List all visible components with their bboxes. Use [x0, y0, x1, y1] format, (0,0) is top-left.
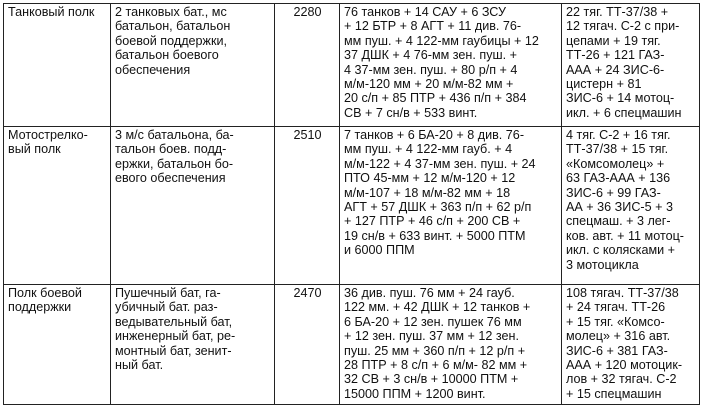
units-table	[3, 3, 700, 405]
unit-cell: Полк боевой поддержки	[4, 285, 111, 405]
weapons-cell: 36 див. пуш. 76 мм + 24 гауб. 122 мм. + 42 ДШК + 12 танков + 6 БА-20 + 12 зен. пушек 76 мм + 12 зен. пуш. 37 мм + 12 зен. пуш. 25 мм + 360 п/п + 12 р/п + 28 ПТР + 8 с/п + 6 м/м- 82 мм + 32 СВ + 3 сн/в + 10000 ПТМ + 15000 ППМ + 1200 винт.	[340, 285, 562, 405]
unit-cell: Танковый полк	[4, 4, 111, 127]
personnel-cell: 2280	[275, 4, 340, 127]
weapons-cell: 76 танков + 14 САУ + 6 ЗСУ + 12 БТР + 8 АГТ + 11 див. 76- мм пуш. + 4 122-мм гаубицы + 12 37 ДШК + 4 76-мм зен. пуш. + 4 37-мм зен. пуш. + 80 р/п + 4 м/м-120 мм + 20 м/м-82 мм + 20 с/п + 85 ПТР + 436 п/п + 384 СВ + 7 сн/в + 533 винт.	[340, 4, 562, 127]
table-row	[4, 4, 700, 127]
composition-cell: 3 м/с батальона, ба- тальон боев. подд- ержки, батальон бо- евого обеспечения	[111, 127, 275, 285]
composition-cell: Пушечный бат, га- убичный бат. раз- ведывательный бат, инженерный бат, ре- монтный бат, зенит- ный бат.	[111, 285, 275, 405]
composition-cell: 2 танковых бат., мс батальон, батальон боевой поддержки, батальон боевого обеспечения	[111, 4, 275, 127]
weapons-cell: 7 танков + 6 БА-20 + 8 див. 76- мм пуш. + 4 122-мм гауб. + 4 м/м-122 + 4 37-мм зен. пуш. + 24 ПТО 45-мм + 12 м/м-120 + 12 м/м-107 + 18 м/м-82 мм + 18 АГТ + 57 ДШК + 363 п/п + 62 р/п + 127 ПТР + 46 с/п + 200 СВ + 19 сн/в + 633 винт. + 5000 ПТМ и 6000 ППМ	[340, 127, 562, 285]
table-row	[4, 285, 700, 405]
personnel-cell: 2510	[275, 127, 340, 285]
vehicles-cell: 108 тягач. ТТ-37/38 + 24 тягач. ТТ-26 + 15 тяг. «Комсо- молец» + 316 авт. ЗИС-6 + 381 ГАЗ- ААА + 120 мотоцик- лов + 32 тягач. С-2 + 15 спецмашин	[562, 285, 700, 405]
unit-cell: Мотострелко- вый полк	[4, 127, 111, 285]
vehicles-cell: 4 тяг. С-2 + 16 тяг. ТТ-37/38 + 15 тяг. «Комсомолец» + 63 ГАЗ-ААА + 136 ЗИС-6 + 99 ГАЗ- АА + 36 ЗИС-5 + 3 спецмаш. + 3 лег- ков. авт. + 11 мотоц- икл. с колясками + 3 мотоцикла	[562, 127, 700, 285]
personnel-cell: 2470	[275, 285, 340, 405]
table-row	[4, 127, 700, 285]
vehicles-cell: 22 тяг. ТТ-37/38 + 12 тягач. С-2 с при- цепами + 19 тяг. ТТ-26 + 121 ГАЗ- ААА + 24 ЗИС-6- цистерн + 81 ЗИС-6 + 14 мотоц- икл. + 6 спецмашин	[562, 4, 700, 127]
